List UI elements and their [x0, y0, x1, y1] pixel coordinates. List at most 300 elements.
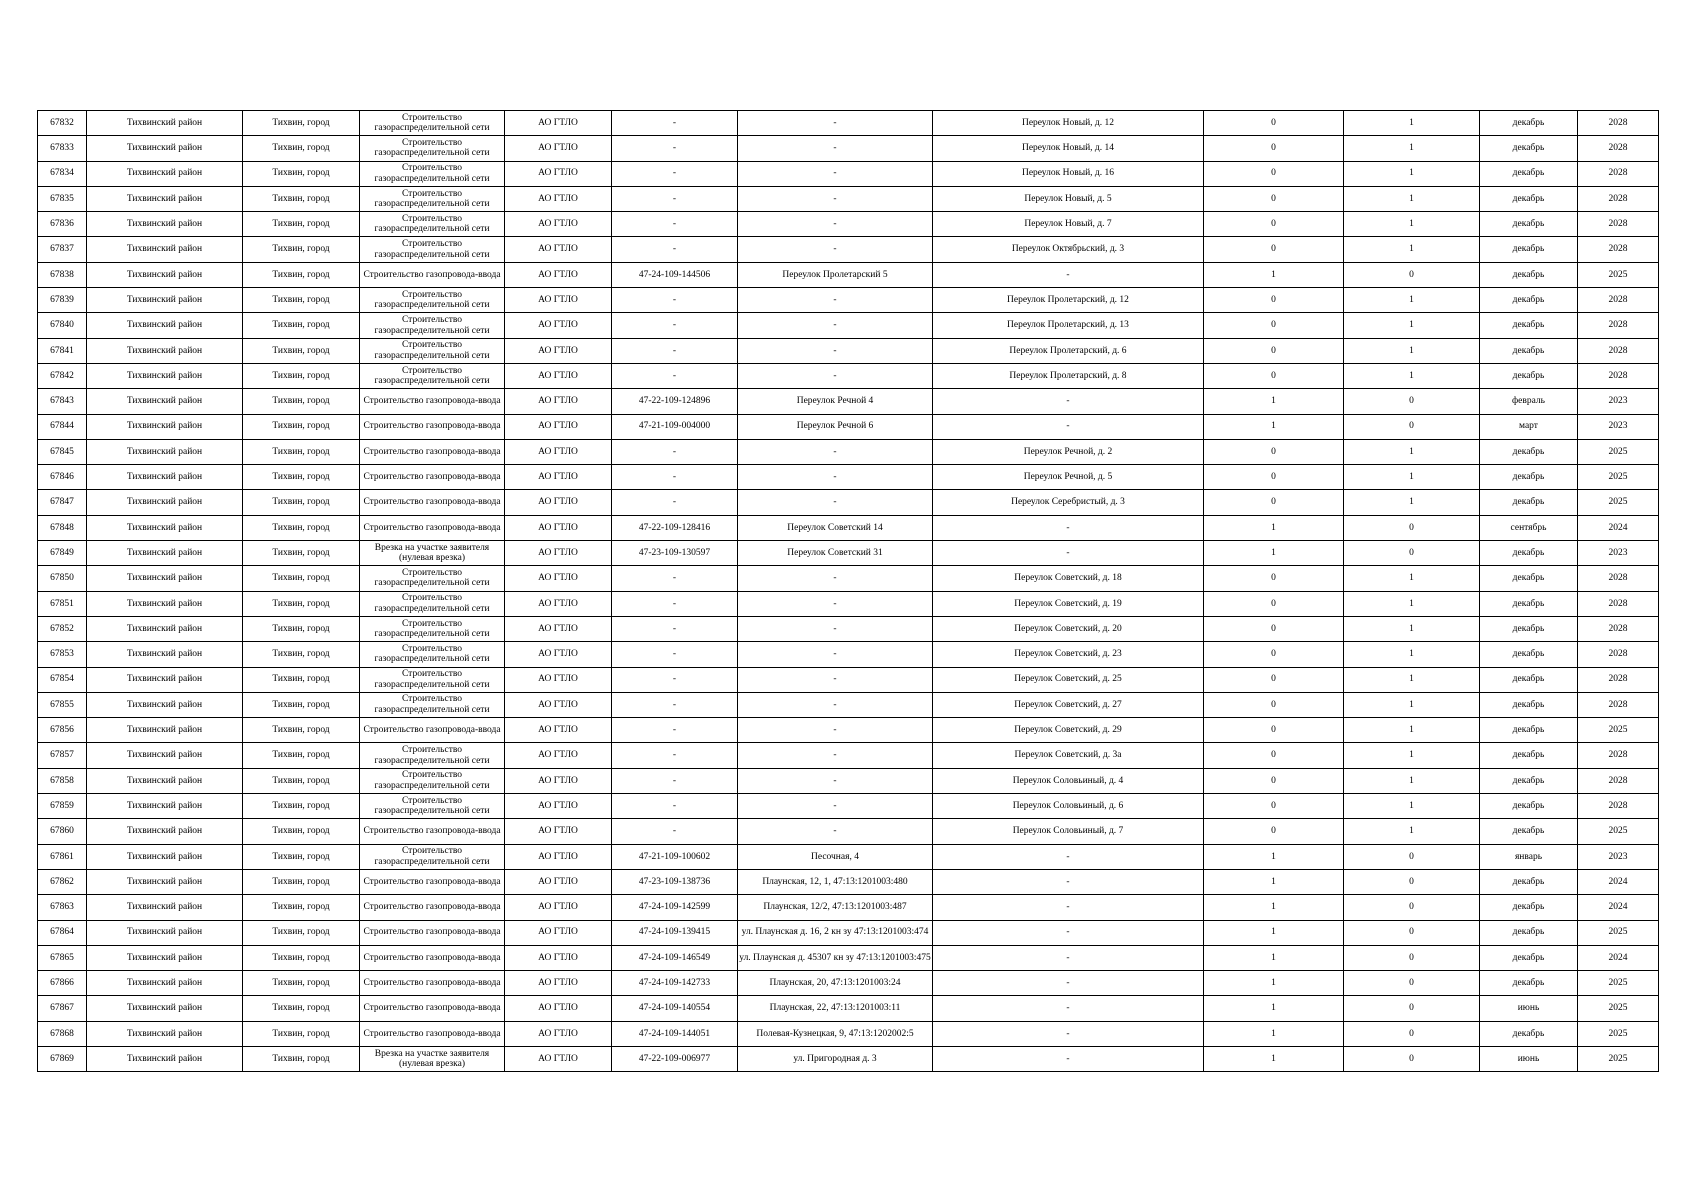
cell-organization: АО ГТЛО [505, 186, 612, 211]
cell-applicant-address: - [738, 186, 933, 211]
cell-object-address: Переулок Серебристый, д. 3 [933, 490, 1204, 515]
cell-application-number: - [612, 642, 738, 667]
cell-district: Тихвинский район [87, 212, 243, 237]
cell-applicant-address: - [738, 111, 933, 136]
cell-object-address: - [933, 515, 1204, 540]
cell-applicant-address: Переулок Советский 31 [738, 541, 933, 566]
cell-month: декабрь [1480, 667, 1578, 692]
cell-count-b: 1 [1344, 288, 1480, 313]
cell-object-address: Переулок Новый, д. 5 [933, 186, 1204, 211]
table-row [38, 414, 1659, 439]
table-row [38, 288, 1659, 313]
cell-district: Тихвинский район [87, 794, 243, 819]
cell-work-type: Строительство газораспределительной сети [360, 743, 505, 768]
cell-year: 2028 [1578, 186, 1659, 211]
cell-applicant-address: Песочная, 4 [738, 844, 933, 869]
cell-application-number: 47-21-109-100602 [612, 844, 738, 869]
cell-district: Тихвинский район [87, 667, 243, 692]
cell-work-type: Строительство газораспределительной сети [360, 667, 505, 692]
cell-application-number: - [612, 465, 738, 490]
cell-district: Тихвинский район [87, 465, 243, 490]
cell-count-a: 0 [1204, 212, 1344, 237]
cell-applicant-address: - [738, 566, 933, 591]
table-row [38, 566, 1659, 591]
cell-record-id: 67868 [38, 1021, 87, 1046]
cell-year: 2028 [1578, 616, 1659, 641]
cell-organization: АО ГТЛО [505, 844, 612, 869]
cell-count-b: 1 [1344, 566, 1480, 591]
cell-record-id: 67834 [38, 161, 87, 186]
cell-settlement: Тихвин, город [243, 768, 360, 793]
table-row [38, 642, 1659, 667]
cell-application-number: 47-23-109-138736 [612, 869, 738, 894]
cell-settlement: Тихвин, город [243, 288, 360, 313]
cell-count-b: 0 [1344, 971, 1480, 996]
cell-record-id: 67838 [38, 262, 87, 287]
cell-settlement: Тихвин, город [243, 819, 360, 844]
cell-work-type: Строительство газопровода-ввода [360, 819, 505, 844]
table-row [38, 996, 1659, 1021]
cell-count-a: 0 [1204, 566, 1344, 591]
cell-count-b: 1 [1344, 718, 1480, 743]
cell-applicant-address: - [738, 338, 933, 363]
cell-application-number: - [612, 819, 738, 844]
cell-count-a: 1 [1204, 414, 1344, 439]
cell-month: декабрь [1480, 895, 1578, 920]
cell-count-b: 1 [1344, 237, 1480, 262]
cell-application-number: 47-24-109-142599 [612, 895, 738, 920]
cell-applicant-address: - [738, 768, 933, 793]
cell-district: Тихвинский район [87, 414, 243, 439]
cell-month: декабрь [1480, 161, 1578, 186]
cell-object-address: Переулок Советский, д. 18 [933, 566, 1204, 591]
cell-organization: АО ГТЛО [505, 591, 612, 616]
cell-district: Тихвинский район [87, 313, 243, 338]
cell-application-number: - [612, 718, 738, 743]
cell-record-id: 67862 [38, 869, 87, 894]
table-row [38, 591, 1659, 616]
cell-count-a: 0 [1204, 692, 1344, 717]
cell-work-type: Строительство газопровода-ввода [360, 490, 505, 515]
cell-count-b: 1 [1344, 161, 1480, 186]
cell-record-id: 67840 [38, 313, 87, 338]
cell-count-b: 1 [1344, 743, 1480, 768]
cell-work-type: Строительство газораспределительной сети [360, 313, 505, 338]
table-row [38, 794, 1659, 819]
cell-object-address: Переулок Советский, д. 25 [933, 667, 1204, 692]
cell-year: 2025 [1578, 971, 1659, 996]
cell-organization: АО ГТЛО [505, 895, 612, 920]
cell-application-number: 47-24-109-139415 [612, 920, 738, 945]
cell-object-address: Переулок Советский, д. 19 [933, 591, 1204, 616]
cell-count-a: 0 [1204, 439, 1344, 464]
cell-district: Тихвинский район [87, 971, 243, 996]
cell-work-type: Строительство газораспределительной сети [360, 338, 505, 363]
cell-year: 2023 [1578, 414, 1659, 439]
cell-record-id: 67860 [38, 819, 87, 844]
cell-record-id: 67833 [38, 136, 87, 161]
cell-year: 2025 [1578, 490, 1659, 515]
cell-count-a: 0 [1204, 136, 1344, 161]
cell-count-a: 1 [1204, 262, 1344, 287]
cell-settlement: Тихвин, город [243, 945, 360, 970]
cell-application-number: 47-24-109-144506 [612, 262, 738, 287]
cell-record-id: 67851 [38, 591, 87, 616]
cell-work-type: Строительство газораспределительной сети [360, 692, 505, 717]
cell-application-number: - [612, 692, 738, 717]
table-row [38, 844, 1659, 869]
cell-count-b: 1 [1344, 465, 1480, 490]
cell-object-address: Переулок Пролетарский, д. 8 [933, 363, 1204, 388]
cell-year: 2025 [1578, 819, 1659, 844]
cell-month: декабрь [1480, 743, 1578, 768]
cell-year: 2028 [1578, 338, 1659, 363]
cell-count-a: 0 [1204, 616, 1344, 641]
cell-organization: АО ГТЛО [505, 515, 612, 540]
cell-record-id: 67853 [38, 642, 87, 667]
cell-year: 2028 [1578, 363, 1659, 388]
cell-settlement: Тихвин, город [243, 996, 360, 1021]
cell-record-id: 67850 [38, 566, 87, 591]
cell-record-id: 67852 [38, 616, 87, 641]
cell-organization: АО ГТЛО [505, 541, 612, 566]
cell-record-id: 67845 [38, 439, 87, 464]
cell-month: декабрь [1480, 465, 1578, 490]
cell-object-address: Переулок Пролетарский, д. 6 [933, 338, 1204, 363]
cell-district: Тихвинский район [87, 237, 243, 262]
cell-work-type: Врезка на участке заявителя (нулевая врезка) [360, 541, 505, 566]
cell-record-id: 67861 [38, 844, 87, 869]
cell-count-b: 1 [1344, 642, 1480, 667]
cell-month: декабрь [1480, 768, 1578, 793]
cell-settlement: Тихвин, город [243, 490, 360, 515]
cell-settlement: Тихвин, город [243, 642, 360, 667]
cell-settlement: Тихвин, город [243, 515, 360, 540]
cell-applicant-address: - [738, 591, 933, 616]
cell-settlement: Тихвин, город [243, 111, 360, 136]
cell-count-a: 0 [1204, 465, 1344, 490]
cell-count-a: 1 [1204, 1046, 1344, 1071]
cell-count-b: 0 [1344, 414, 1480, 439]
cell-object-address: Переулок Соловьиный, д. 7 [933, 819, 1204, 844]
cell-applicant-address: - [738, 692, 933, 717]
cell-year: 2023 [1578, 389, 1659, 414]
cell-month: декабрь [1480, 439, 1578, 464]
cell-year: 2025 [1578, 465, 1659, 490]
cell-count-a: 0 [1204, 718, 1344, 743]
cell-applicant-address: - [738, 212, 933, 237]
cell-settlement: Тихвин, город [243, 313, 360, 338]
cell-record-id: 67844 [38, 414, 87, 439]
cell-record-id: 67835 [38, 186, 87, 211]
table-row [38, 313, 1659, 338]
cell-work-type: Строительство газопровода-ввода [360, 389, 505, 414]
cell-record-id: 67832 [38, 111, 87, 136]
cell-month: декабрь [1480, 1021, 1578, 1046]
cell-application-number: 47-24-109-144051 [612, 1021, 738, 1046]
cell-count-b: 1 [1344, 616, 1480, 641]
cell-district: Тихвинский район [87, 920, 243, 945]
cell-district: Тихвинский район [87, 186, 243, 211]
cell-district: Тихвинский район [87, 996, 243, 1021]
cell-count-a: 1 [1204, 844, 1344, 869]
cell-record-id: 67864 [38, 920, 87, 945]
cell-organization: АО ГТЛО [505, 794, 612, 819]
cell-district: Тихвинский район [87, 111, 243, 136]
table-row [38, 490, 1659, 515]
cell-district: Тихвинский район [87, 869, 243, 894]
table-row [38, 363, 1659, 388]
cell-settlement: Тихвин, город [243, 895, 360, 920]
cell-object-address: Переулок Советский, д. 27 [933, 692, 1204, 717]
cell-month: декабрь [1480, 237, 1578, 262]
cell-record-id: 67857 [38, 743, 87, 768]
table-row [38, 237, 1659, 262]
cell-month: декабрь [1480, 794, 1578, 819]
cell-object-address: - [933, 414, 1204, 439]
cell-work-type: Строительство газораспределительной сети [360, 794, 505, 819]
cell-work-type: Врезка на участке заявителя (нулевая врезка) [360, 1046, 505, 1071]
cell-district: Тихвинский район [87, 895, 243, 920]
cell-month: июнь [1480, 1046, 1578, 1071]
cell-count-b: 1 [1344, 439, 1480, 464]
cell-month: декабрь [1480, 136, 1578, 161]
cell-work-type: Строительство газопровода-ввода [360, 439, 505, 464]
cell-month: декабрь [1480, 313, 1578, 338]
cell-month: июнь [1480, 996, 1578, 1021]
cell-district: Тихвинский район [87, 262, 243, 287]
cell-year: 2028 [1578, 743, 1659, 768]
cell-district: Тихвинский район [87, 288, 243, 313]
cell-district: Тихвинский район [87, 616, 243, 641]
cell-settlement: Тихвин, город [243, 389, 360, 414]
cell-district: Тихвинский район [87, 363, 243, 388]
cell-application-number: - [612, 186, 738, 211]
cell-district: Тихвинский район [87, 1046, 243, 1071]
cell-applicant-address: - [738, 237, 933, 262]
cell-month: декабрь [1480, 971, 1578, 996]
cell-district: Тихвинский район [87, 541, 243, 566]
cell-work-type: Строительство газораспределительной сети [360, 186, 505, 211]
cell-object-address: Переулок Советский, д. 3а [933, 743, 1204, 768]
cell-record-id: 67863 [38, 895, 87, 920]
cell-object-address: - [933, 996, 1204, 1021]
cell-count-b: 1 [1344, 794, 1480, 819]
cell-application-number: - [612, 111, 738, 136]
cell-object-address: - [933, 844, 1204, 869]
table-row [38, 515, 1659, 540]
cell-organization: АО ГТЛО [505, 414, 612, 439]
cell-organization: АО ГТЛО [505, 768, 612, 793]
cell-application-number: 47-24-109-140554 [612, 996, 738, 1021]
cell-applicant-address: Плаунская, 20, 47:13:1201003:24 [738, 971, 933, 996]
cell-count-a: 1 [1204, 541, 1344, 566]
cell-settlement: Тихвин, город [243, 718, 360, 743]
cell-record-id: 67836 [38, 212, 87, 237]
cell-organization: АО ГТЛО [505, 743, 612, 768]
cell-organization: АО ГТЛО [505, 692, 612, 717]
cell-object-address: - [933, 895, 1204, 920]
cell-count-b: 0 [1344, 895, 1480, 920]
cell-count-b: 1 [1344, 692, 1480, 717]
cell-month: декабрь [1480, 920, 1578, 945]
cell-count-a: 1 [1204, 389, 1344, 414]
cell-month: декабрь [1480, 541, 1578, 566]
cell-month: декабрь [1480, 869, 1578, 894]
cell-year: 2028 [1578, 591, 1659, 616]
cell-application-number: - [612, 566, 738, 591]
table-row [38, 692, 1659, 717]
cell-record-id: 67846 [38, 465, 87, 490]
cell-work-type: Строительство газопровода-ввода [360, 869, 505, 894]
cell-district: Тихвинский район [87, 136, 243, 161]
table-row [38, 768, 1659, 793]
cell-settlement: Тихвин, город [243, 136, 360, 161]
table-row [38, 161, 1659, 186]
cell-count-b: 1 [1344, 313, 1480, 338]
cell-organization: АО ГТЛО [505, 996, 612, 1021]
cell-count-a: 1 [1204, 945, 1344, 970]
table-row [38, 743, 1659, 768]
cell-month: декабрь [1480, 718, 1578, 743]
cell-district: Тихвинский район [87, 692, 243, 717]
cell-year: 2025 [1578, 439, 1659, 464]
cell-application-number: - [612, 591, 738, 616]
cell-record-id: 67856 [38, 718, 87, 743]
cell-year: 2025 [1578, 262, 1659, 287]
cell-organization: АО ГТЛО [505, 338, 612, 363]
cell-count-b: 1 [1344, 338, 1480, 363]
table-row [38, 465, 1659, 490]
cell-year: 2028 [1578, 667, 1659, 692]
cell-settlement: Тихвин, город [243, 920, 360, 945]
cell-work-type: Строительство газопровода-ввода [360, 1021, 505, 1046]
cell-month: декабрь [1480, 616, 1578, 641]
cell-work-type: Строительство газораспределительной сети [360, 616, 505, 641]
cell-work-type: Строительство газораспределительной сети [360, 237, 505, 262]
cell-settlement: Тихвин, город [243, 237, 360, 262]
cell-count-b: 1 [1344, 667, 1480, 692]
cell-record-id: 67865 [38, 945, 87, 970]
cell-month: декабрь [1480, 111, 1578, 136]
cell-year: 2025 [1578, 718, 1659, 743]
cell-count-b: 1 [1344, 591, 1480, 616]
cell-month: январь [1480, 844, 1578, 869]
cell-applicant-address: ул. Плаунская д. 16, 2 кн зу 47:13:1201003:474 [738, 920, 933, 945]
cell-object-address: Переулок Советский, д. 20 [933, 616, 1204, 641]
cell-count-b: 1 [1344, 819, 1480, 844]
cell-object-address: Переулок Новый, д. 14 [933, 136, 1204, 161]
cell-applicant-address: Переулок Речной 4 [738, 389, 933, 414]
cell-district: Тихвинский район [87, 819, 243, 844]
cell-work-type: Строительство газопровода-ввода [360, 465, 505, 490]
cell-settlement: Тихвин, город [243, 1046, 360, 1071]
cell-work-type: Строительство газораспределительной сети [360, 161, 505, 186]
table-row [38, 262, 1659, 287]
cell-organization: АО ГТЛО [505, 439, 612, 464]
cell-month: март [1480, 414, 1578, 439]
cell-organization: АО ГТЛО [505, 945, 612, 970]
cell-applicant-address: - [738, 363, 933, 388]
cell-year: 2025 [1578, 996, 1659, 1021]
cell-organization: АО ГТЛО [505, 490, 612, 515]
cell-district: Тихвинский район [87, 1021, 243, 1046]
cell-work-type: Строительство газораспределительной сети [360, 768, 505, 793]
cell-settlement: Тихвин, город [243, 541, 360, 566]
cell-applicant-address: Переулок Пролетарский 5 [738, 262, 933, 287]
cell-district: Тихвинский район [87, 768, 243, 793]
cell-organization: АО ГТЛО [505, 111, 612, 136]
cell-application-number: 47-22-109-124896 [612, 389, 738, 414]
cell-year: 2028 [1578, 161, 1659, 186]
table-row [38, 186, 1659, 211]
cell-count-b: 0 [1344, 869, 1480, 894]
cell-application-number: 47-24-109-146549 [612, 945, 738, 970]
cell-work-type: Строительство газопровода-ввода [360, 414, 505, 439]
cell-record-id: 67847 [38, 490, 87, 515]
cell-year: 2028 [1578, 642, 1659, 667]
cell-settlement: Тихвин, город [243, 161, 360, 186]
cell-work-type: Строительство газораспределительной сети [360, 363, 505, 388]
table-row [38, 111, 1659, 136]
cell-settlement: Тихвин, город [243, 262, 360, 287]
cell-month: декабрь [1480, 642, 1578, 667]
cell-count-a: 0 [1204, 743, 1344, 768]
cell-organization: АО ГТЛО [505, 288, 612, 313]
cell-organization: АО ГТЛО [505, 313, 612, 338]
cell-year: 2028 [1578, 212, 1659, 237]
cell-applicant-address: ул. Плаунская д. 45307 кн зу 47:13:1201003:475 [738, 945, 933, 970]
cell-applicant-address: - [738, 490, 933, 515]
cell-year: 2025 [1578, 920, 1659, 945]
cell-organization: АО ГТЛО [505, 161, 612, 186]
cell-organization: АО ГТЛО [505, 819, 612, 844]
cell-application-number: - [612, 313, 738, 338]
cell-application-number: - [612, 768, 738, 793]
cell-record-id: 67843 [38, 389, 87, 414]
cell-application-number: - [612, 212, 738, 237]
cell-work-type: Строительство газораспределительной сети [360, 136, 505, 161]
cell-record-id: 67869 [38, 1046, 87, 1071]
cell-year: 2028 [1578, 566, 1659, 591]
cell-object-address: - [933, 945, 1204, 970]
cell-organization: АО ГТЛО [505, 667, 612, 692]
table-row [38, 920, 1659, 945]
cell-application-number: - [612, 288, 738, 313]
cell-year: 2028 [1578, 237, 1659, 262]
cell-application-number: - [612, 161, 738, 186]
cell-applicant-address: - [738, 616, 933, 641]
table-row [38, 895, 1659, 920]
cell-object-address: - [933, 1046, 1204, 1071]
cell-year: 2028 [1578, 288, 1659, 313]
cell-work-type: Строительство газопровода-ввода [360, 945, 505, 970]
cell-year: 2028 [1578, 313, 1659, 338]
cell-count-a: 0 [1204, 819, 1344, 844]
cell-organization: АО ГТЛО [505, 869, 612, 894]
table-row [38, 439, 1659, 464]
cell-settlement: Тихвин, город [243, 971, 360, 996]
cell-application-number: - [612, 616, 738, 641]
cell-district: Тихвинский район [87, 566, 243, 591]
cell-applicant-address: Плаунская, 12, 1, 47:13:1201003:480 [738, 869, 933, 894]
cell-applicant-address: - [738, 718, 933, 743]
cell-object-address: Переулок Советский, д. 23 [933, 642, 1204, 667]
table-row [38, 541, 1659, 566]
cell-settlement: Тихвин, город [243, 692, 360, 717]
cell-organization: АО ГТЛО [505, 1021, 612, 1046]
cell-year: 2028 [1578, 768, 1659, 793]
